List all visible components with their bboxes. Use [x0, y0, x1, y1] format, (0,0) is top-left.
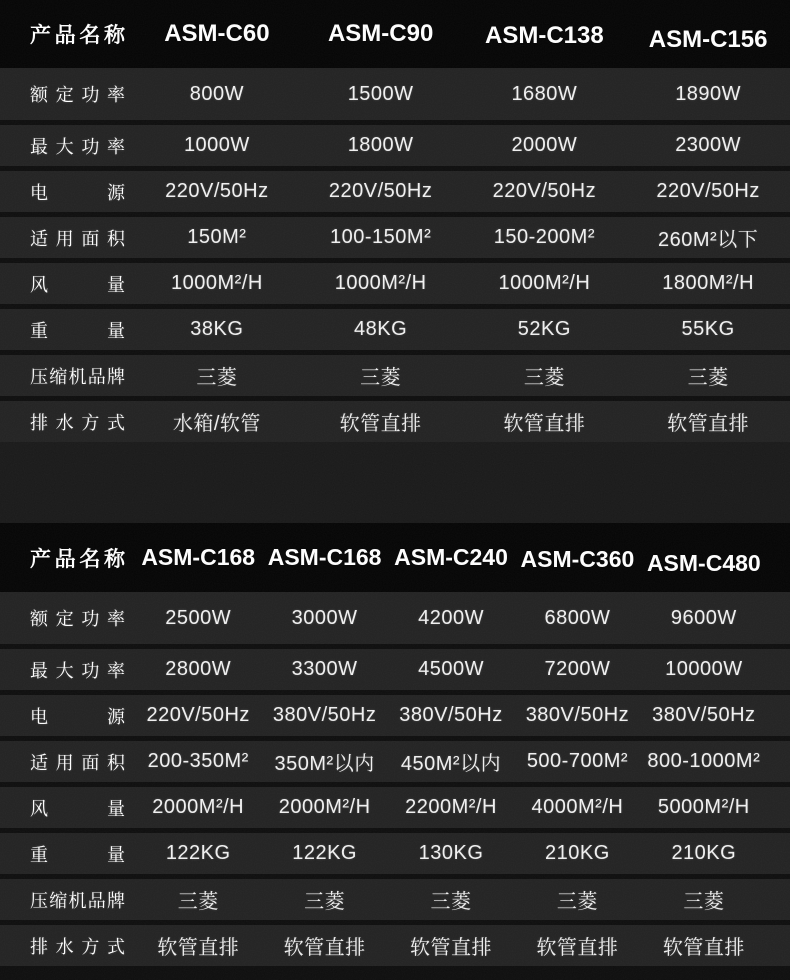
spec-value-cell: 水箱/软管 [172, 413, 261, 435]
spec-value-cell: 1890W [675, 82, 742, 105]
spec-value-cell: 4000M²/H [531, 796, 624, 818]
spec-row [0, 309, 790, 350]
spec-value-cell: 3300W [291, 658, 358, 680]
spec-value-cell: 1800M²/H [662, 272, 755, 294]
spec-value-cell: 220V/50Hz [492, 180, 597, 202]
spec-value-cell: 380V/50Hz [399, 704, 503, 726]
model-column-header: ASM-C60 [164, 20, 270, 47]
spec-rows [0, 592, 790, 966]
spec-value-cell: 52KG [517, 318, 571, 340]
spec-value-cell: 38KG [190, 318, 244, 340]
spec-value-cell: 122KG [292, 842, 357, 864]
spec-table-1-header [0, 0, 790, 68]
spec-value-cell: 800W [189, 82, 244, 105]
model-column-header: ASM-C240 [394, 544, 508, 570]
spec-value-cell: 软管直排 [536, 937, 619, 959]
spec-row-label: 电源 [30, 706, 125, 727]
spec-value-cell: 三菱 [683, 891, 725, 913]
model-column-header: ASM-C168 [267, 544, 382, 570]
product-name-header: 产品名称 [30, 547, 125, 571]
model-column-header: ASM-C90 [327, 20, 434, 47]
spec-value-cell: 380V/50Hz [525, 704, 630, 726]
spec-value-cell: 三菱 [360, 367, 402, 389]
spec-value-cell: 1000M²/H [498, 272, 591, 294]
spec-row [0, 833, 790, 874]
spec-value-cell: 380V/50Hz [272, 704, 377, 726]
spec-row [0, 649, 790, 690]
spec-value-cell: 软管直排 [503, 413, 586, 435]
spec-row [0, 355, 790, 396]
spec-row-label: 排水方式 [30, 412, 125, 433]
spec-value-cell: 4200W [418, 606, 484, 629]
model-column-header: ASM-C138 [485, 22, 604, 49]
product-name-header: 产品名称 [30, 24, 125, 47]
spec-value-cell: 3000W [291, 606, 358, 629]
spec-rows [0, 68, 790, 442]
spec-value-cell: 软管直排 [339, 413, 422, 435]
spec-table-2-header [0, 523, 790, 592]
spec-value-cell: 2000W [511, 134, 578, 156]
spec-value-cell: 三菱 [304, 891, 346, 913]
model-name-row [135, 544, 790, 576]
spec-row-label: 适用面积 [30, 228, 125, 249]
spec-value-cell: 1800W [347, 134, 414, 156]
spec-value-cell: 210KG [545, 842, 610, 864]
spec-value-cell: 260M²以下 [658, 229, 759, 251]
spec-row-label: 额定功率 [30, 609, 125, 629]
spec-value-cell: 1000W [183, 134, 250, 156]
spec-row-label: 排水方式 [30, 936, 125, 957]
spec-value-cell: 380V/50Hz [652, 704, 756, 726]
spec-value-cell: 1680W [511, 82, 578, 105]
spec-value-cell: 1000M²/H [334, 272, 427, 294]
spec-value-cell: 软管直排 [410, 937, 493, 959]
spec-row-label: 风量 [30, 274, 125, 295]
spec-row [0, 695, 790, 736]
spec-row-label: 最大功率 [30, 136, 125, 157]
spec-value-cell: 10000W [665, 658, 743, 680]
spec-table-1 [0, 0, 790, 442]
spec-value-cell: 100-150M² [330, 226, 432, 248]
spec-value-cell: 500-700M² [526, 750, 629, 772]
spec-value-cell: 150M² [187, 226, 247, 248]
model-column-header: ASM-C168 [141, 544, 256, 570]
spec-row-label: 重量 [30, 844, 125, 865]
spec-value-cell: 2800W [165, 658, 232, 680]
spec-row-label: 额定功率 [30, 85, 125, 105]
spec-value-cell: 9600W [670, 606, 737, 629]
spec-row [0, 925, 790, 966]
spec-value-cell: 软管直排 [662, 937, 745, 959]
spec-value-cell: 软管直排 [283, 937, 366, 959]
spec-value-cell: 122KG [165, 842, 231, 864]
spec-row [0, 68, 790, 120]
spec-value-cell: 2200M²/H [405, 796, 497, 818]
spec-value-cell: 220V/50Hz [656, 180, 760, 202]
spec-value-cell: 5000M²/H [657, 796, 750, 818]
spec-row-label: 最大功率 [30, 660, 125, 681]
spec-row [0, 879, 790, 920]
spec-value-cell: 350M²以内 [274, 753, 375, 775]
model-column-header: ASM-C156 [648, 26, 768, 53]
spec-value-cell: 2500W [165, 606, 232, 629]
spec-value-cell: 7200W [544, 658, 611, 680]
spec-row-label: 适用面积 [30, 752, 125, 773]
spec-value-cell: 1500W [347, 82, 414, 105]
spec-row-label: 电源 [30, 182, 125, 203]
spec-row [0, 217, 790, 258]
spec-row [0, 171, 790, 212]
spec-value-cell: 三菱 [177, 891, 219, 913]
spec-value-cell: 三菱 [430, 891, 472, 913]
spec-value-cell: 6800W [544, 606, 611, 629]
spec-value-cell: 三菱 [523, 367, 565, 389]
spec-row [0, 125, 790, 166]
spec-value-cell: 1000M²/H [170, 272, 263, 294]
model-name-row [135, 20, 790, 53]
model-column-header: ASM-C480 [646, 550, 761, 576]
spec-value-cell: 450M²以内 [400, 753, 502, 775]
spec-value-cell: 三菱 [687, 367, 729, 389]
spec-value-cell: 2000M²/H [152, 796, 245, 818]
spec-value-cell: 200-350M² [147, 750, 249, 772]
spec-value-cell: 2300W [675, 134, 742, 156]
spec-row [0, 787, 790, 828]
spec-value-cell: 800-1000M² [647, 750, 761, 772]
spec-row-label: 风量 [30, 798, 125, 819]
spec-value-cell: 210KG [671, 842, 737, 864]
spec-value-cell: 150-200M² [493, 226, 595, 248]
spec-value-cell: 48KG [354, 318, 408, 340]
table-gap [0, 442, 790, 523]
spec-row [0, 741, 790, 782]
spec-value-cell: 三菱 [556, 891, 598, 913]
spec-row-label: 压缩机品牌 [30, 366, 125, 387]
model-column-header: ASM-C360 [520, 546, 635, 572]
spec-row [0, 592, 790, 644]
spec-row-label: 压缩机品牌 [30, 890, 125, 911]
spec-value-cell: 三菱 [196, 367, 238, 389]
spec-row-label: 重量 [30, 320, 125, 341]
spec-row [0, 401, 790, 442]
spec-value-cell: 220V/50Hz [165, 180, 269, 202]
spec-value-cell: 2000M²/H [278, 796, 371, 818]
spec-value-cell: 220V/50Hz [328, 180, 433, 202]
spec-table-2 [0, 523, 790, 966]
spec-value-cell: 4500W [418, 658, 484, 680]
spec-value-cell: 55KG [681, 318, 735, 340]
spec-value-cell: 220V/50Hz [146, 704, 250, 726]
spec-row [0, 263, 790, 304]
spec-value-cell: 130KG [418, 842, 484, 864]
spec-value-cell: 软管直排 [157, 937, 240, 959]
spec-value-cell: 软管直排 [667, 413, 750, 435]
